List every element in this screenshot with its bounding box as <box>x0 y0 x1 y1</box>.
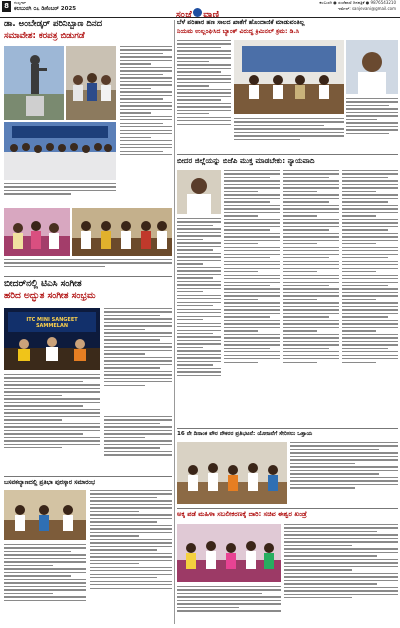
bjp-body-text-2 <box>224 170 280 426</box>
bjp-body-text-1 <box>177 218 221 426</box>
music-headline-1: ಬೀದರ್‌ನಲ್ಲಿ ಟಿಎಸಿ ಸಂಗೀತ <box>4 279 82 289</box>
bottom-left-headline: ಬಸವಕಲ್ಯಾಣದಲ್ಲಿ ಪ್ರತಿಭಾ ಪುರಸ್ಕಾರ ಸಮಾರಂಭ <box>4 479 96 486</box>
mid-row-headline: 16 ನೇ ದಿನಾಂಕ ಪೌರ ನೌಕರರ ಪ್ರತಿಭಟನೆ: ಯೋಜನೆಗೆ ಸೇರಿಸಲು ಒತ್ತಾಯ <box>177 431 313 437</box>
school-body-text-right <box>346 98 398 152</box>
edition-location: ಗುಲ್ಬರ್ಗಾ <box>14 0 27 5</box>
logo-emblem-icon <box>193 8 202 17</box>
school-headline-1: ಬೆಳೆ ಪರಿಹಾರ ಹಣ ಸಾಲದ ಖಾತೆಗೆ ಹೊಂದಾಣಿಕೆ ಮಾಡುವಂತಿಲ್ಲ <box>177 19 305 26</box>
school-body-text-1 <box>177 40 231 152</box>
school-body-text-2 <box>234 118 344 154</box>
bottom-left-body-text <box>90 490 172 624</box>
bjp-body-text-3 <box>283 170 339 426</box>
ambedkar-event-photo <box>66 46 116 120</box>
felicitation-caption <box>4 259 172 273</box>
edition-date: ಕಲಬುರಗಿ ೦೭ ಡಿಸೆಂಬರ್ 2025 <box>14 6 77 12</box>
ambedkar-statue-photo <box>4 46 64 120</box>
contact-line-2: ಇಮೇಲ್: sanjevani@gmail.com <box>337 5 396 11</box>
bjp-headline: ಬೀದರ ಜಿಲ್ಲೆಯನ್ನು ಬಿಜೆಪಿ ಮುಕ್ತ ಮಾಡಬೇಕು: ನ್ಯಾಯವಾದಿ <box>177 156 315 165</box>
music-banner-text: ITC MINI SANGEET SAMMELAN <box>26 317 78 329</box>
newspaper-logo <box>176 2 222 20</box>
bjp-body-text-4 <box>342 170 398 426</box>
protest-photo <box>177 170 221 214</box>
music-body-text-right <box>104 308 172 412</box>
bottom-left-body-text-2 <box>4 544 86 624</box>
ambedkar-caption-text <box>4 183 116 205</box>
music-event-photo <box>4 308 100 370</box>
mid-row-body-text <box>290 442 398 504</box>
masthead <box>0 0 400 18</box>
dignitaries-photo <box>72 208 172 256</box>
logo-right-text: ವಾಣಿ <box>203 10 220 20</box>
contact-info <box>226 0 396 11</box>
official-portrait-photo <box>346 40 398 94</box>
logo-left-text: ಸಂಜೆ <box>176 10 193 20</box>
ambedkar-headline-2: ಸಮಾವೇಶ: ಕರಪತ್ರ ಬಿಡುಗಡೆ <box>4 31 85 41</box>
felicitation-photo <box>4 208 70 256</box>
contact-line-1: ಕಲಬುರಗಿ ● ಸಂಜೆವಾಣಿ ದಿನಪತ್ರಿಕೆ ● 9876543210 <box>319 0 396 5</box>
women-body-text-left <box>177 586 281 624</box>
page-number: 8 <box>2 1 11 12</box>
women-body-text-right <box>284 524 398 624</box>
school-headline-2: ನಿಯಮ ಉಲ್ಲಂಘಿಸಿದ ಬ್ಯಾಂಕ್ ವಿರುದ್ಧ ಕ್ರಿಮಿನಲ್ ಕ್ರಮ: ಡಿ.ಸಿ <box>177 28 300 35</box>
music-body-text-left <box>4 374 100 474</box>
ambedkar-crowd-photo <box>4 122 116 180</box>
meeting-hall-photo <box>234 40 344 114</box>
ambedkar-body-text <box>120 46 172 186</box>
women-event-photo <box>177 524 281 582</box>
inauguration-photo <box>177 442 287 504</box>
music-body-text-right-2 <box>104 416 172 474</box>
music-headline-2: ಹರಿದ ಅದ್ಭುತ ಸಂಗೀತ ಸಂಭ್ರಮ <box>4 291 96 301</box>
ambedkar-headline-1: ಡಾ. ಅಂಬೇಡ್ಕರ್ ಪರಿನಿಬ್ಬಾಣ ದಿನದ <box>4 19 103 29</box>
award-ceremony-photo <box>4 490 86 540</box>
women-headline: ಅಕ್ಕ ಪಡೆ ಮಹಿಳಾ ಸಬಲೀಕರಣಕ್ಕೆ ದಾರಿ: ಸಚಿವ ಈಶ್ವರ ಖಂಡ್ರೆ <box>177 510 307 518</box>
